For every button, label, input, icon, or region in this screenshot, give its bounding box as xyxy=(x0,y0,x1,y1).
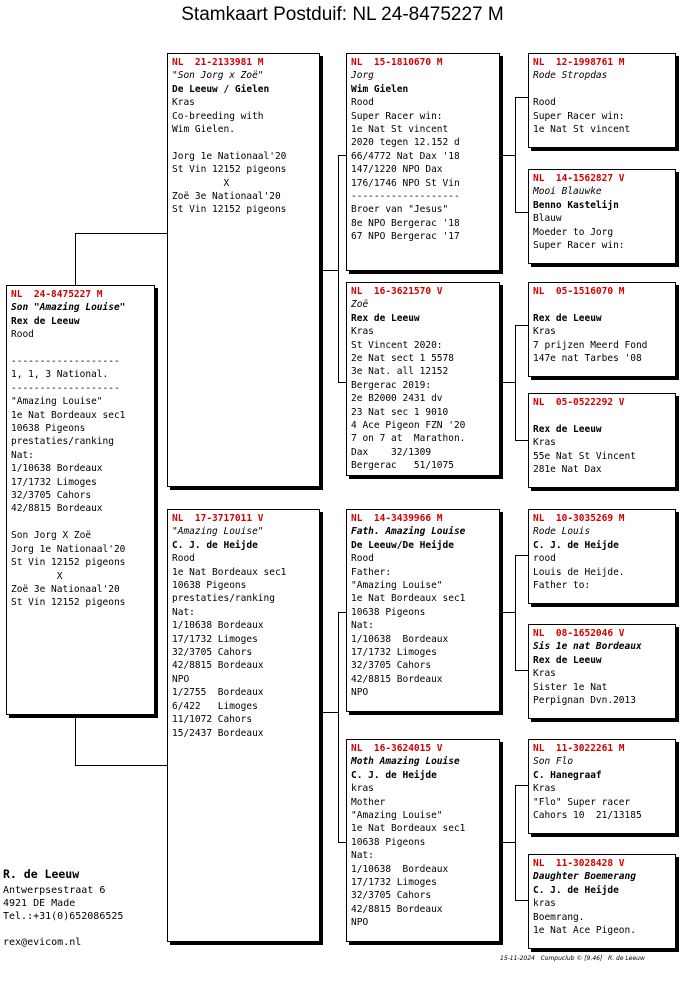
connector xyxy=(515,785,516,900)
card-line: 2020 tegen 12.152 d xyxy=(351,137,460,149)
card-line: C. J. de Heijde xyxy=(533,884,619,896)
card-line: 42/8815 Bordeaux xyxy=(351,903,443,915)
card-line: Bergerac 2019: xyxy=(351,379,432,391)
card-line: Rood xyxy=(172,553,195,565)
card-line: Son Jorg X Zoë xyxy=(11,530,92,542)
card-line: C. J. de Heijde xyxy=(351,769,437,781)
card-line: Nat: xyxy=(351,850,374,862)
card-line: 17/1732 Limoges xyxy=(11,476,97,488)
card-line: Nat: xyxy=(172,606,195,618)
ring-number: NL 15-1810670 M xyxy=(351,57,443,68)
ring-number: NL 08-1652046 V xyxy=(533,628,625,639)
card-line: 1e Nat Bordeaux sec1 xyxy=(351,823,466,835)
ring-number: NL 10-3035269 M xyxy=(533,513,625,524)
card-line: prestaties/ranking xyxy=(11,436,114,448)
connector xyxy=(515,555,516,670)
card-line: 1/10638 Bordeaux xyxy=(172,620,264,632)
card-line: 2e B2000 2431 dv xyxy=(351,393,443,405)
card-line: C. J. de Heijde xyxy=(172,539,258,551)
ring-number: NL 16-3624015 V xyxy=(351,743,443,754)
connector xyxy=(500,612,515,613)
card-line: Sister 1e Nat xyxy=(533,681,608,693)
card-line: 17/1732 Limoges xyxy=(351,877,437,889)
pigeon-card-subject xyxy=(6,285,155,715)
connector xyxy=(515,440,528,441)
card-line: "Amazing Louise" xyxy=(351,810,443,822)
connector xyxy=(338,612,346,613)
card-line: rood xyxy=(533,553,556,565)
connector xyxy=(515,785,528,786)
card-line: De Leeuw/De Heijde xyxy=(351,539,454,551)
card-line xyxy=(533,83,671,96)
card-line: Super Racer win: xyxy=(351,110,443,122)
pigeon-card-sire xyxy=(167,53,320,487)
card-line: 1, 1, 3 National. xyxy=(11,369,109,381)
card-line: NPO xyxy=(351,917,369,929)
pigeon-card-sire-dam-sire xyxy=(528,282,676,377)
card-line: Son "Amazing Louise" xyxy=(11,302,126,314)
card-line: Jorg xyxy=(351,70,374,82)
connector xyxy=(515,900,528,901)
card-line: 32/3705 Cahors xyxy=(351,660,432,672)
card-line: 4 Ace Pigeon FZN '20 xyxy=(351,420,466,432)
ring-number: NL 11-3022261 M xyxy=(533,743,625,754)
card-line: 1e Nat St vincent xyxy=(351,124,449,136)
card-line: "Flo" Super racer xyxy=(533,796,631,808)
pigeon-card-dam-dam xyxy=(346,739,500,942)
card-line: Co-breeding with xyxy=(172,110,264,122)
card-line: Rex de Leeuw xyxy=(533,654,602,666)
pigeon-card-dam-sire xyxy=(346,509,500,712)
card-line: Moeder to Jorg xyxy=(533,226,614,238)
ring-number: NL 16-3621570 V xyxy=(351,286,443,297)
card-line: 1e Nat Bordeaux sec1 xyxy=(11,409,126,421)
connector xyxy=(515,97,516,212)
connector xyxy=(515,555,528,556)
card-line: 1e Nat Ace Pigeon. xyxy=(533,925,636,937)
card-line: 2e Nat sect 1 5578 xyxy=(351,353,454,365)
card-line: kras xyxy=(351,783,374,795)
card-line: 10638 Pigeons xyxy=(351,836,426,848)
card-line: Blauw xyxy=(533,213,562,225)
card-line: Wim Gielen xyxy=(351,83,409,95)
card-line: Daughter Boemerang xyxy=(533,871,636,883)
card-line: "Son Jorg x Zoë" xyxy=(172,70,264,82)
owner-name: R. de Leeuw xyxy=(3,867,80,881)
card-line: Rode Stropdas xyxy=(533,70,608,82)
connector xyxy=(338,842,346,843)
card-line: C. Hanegraaf xyxy=(533,769,602,781)
card-line: St Vin 12152 pigeons xyxy=(11,557,126,569)
card-line xyxy=(11,342,150,355)
card-line: 147/1220 NPO Dax xyxy=(351,164,443,176)
card-line: 10638 Pigeons xyxy=(11,423,86,435)
card-line: 1/10638 Bordeaux xyxy=(351,863,449,875)
card-line: Cahors 10 21/13185 xyxy=(533,810,642,822)
pigeon-card-sire-sire-dam xyxy=(528,169,676,264)
card-line: Rood xyxy=(533,97,556,109)
card-line: Kras xyxy=(533,783,556,795)
connector xyxy=(515,325,528,326)
card-line xyxy=(172,136,315,149)
card-line: Fath. Amazing Louise xyxy=(351,526,466,538)
connector xyxy=(338,155,339,382)
card-line: Super Racer win: xyxy=(533,240,625,252)
card-line: Bergerac 51/1075 xyxy=(351,460,454,472)
card-line: Rood xyxy=(351,97,374,109)
pigeon-card-dam-dam-sire xyxy=(528,739,676,834)
card-line: Sis 1e nat Bordeaux xyxy=(533,641,642,653)
card-line: 15/2437 Bordeaux xyxy=(172,727,264,739)
pigeon-card-dam-sire-sire xyxy=(528,509,676,604)
card-line: 42/8815 Bordeaux xyxy=(172,660,264,672)
card-line: 42/8815 Bordeaux xyxy=(351,673,443,685)
card-line: Rode Louis xyxy=(533,526,591,538)
card-line: Rood xyxy=(351,553,374,565)
ring-number: NL 24-8475227 M xyxy=(11,289,103,300)
card-line: 32/3705 Cahors xyxy=(11,490,92,502)
owner-phone: Tel.:+31(0)652086525 xyxy=(3,911,124,922)
pigeon-card-sire-dam-dam xyxy=(528,393,676,488)
card-line: Kras xyxy=(172,97,195,109)
card-line: 1e Nat Bordeaux sec1 xyxy=(172,566,287,578)
card-line: St Vin 12152 pigeons xyxy=(11,597,126,609)
card-line: Mooi Blauwke xyxy=(533,186,602,198)
card-line: 7 on 7 at Marathon. xyxy=(351,433,466,445)
card-line: 1/2755 Bordeaux xyxy=(172,687,264,699)
card-line: 1/10638 Bordeaux xyxy=(11,463,103,475)
card-line: Moth Amazing Louise xyxy=(351,756,460,768)
card-line: Father to: xyxy=(533,580,591,592)
connector xyxy=(338,382,346,383)
card-line: Zoë 3e Nationaal'20 xyxy=(172,191,281,203)
ring-number: NL 05-0522292 V xyxy=(533,397,625,408)
card-line: Kras xyxy=(533,668,556,680)
card-line: Nat: xyxy=(351,620,374,632)
card-line: 3e Nat. all 12152 xyxy=(351,366,449,378)
card-line: De Leeuw / Gielen xyxy=(172,83,270,95)
card-line: "Amazing Louise" xyxy=(11,396,103,408)
card-line: 281e Nat Dax xyxy=(533,464,602,476)
connector xyxy=(338,155,346,156)
pigeon-card-dam-sire-dam xyxy=(528,624,676,719)
card-line: Jorg 1e Nationaal'20 xyxy=(172,150,287,162)
connector xyxy=(75,233,76,285)
card-line: "Amazing Louise" xyxy=(351,580,443,592)
card-line: 6/422 Limoges xyxy=(172,700,258,712)
card-line: 17/1732 Limoges xyxy=(172,633,258,645)
card-line: Zoë 3e Nationaal'20 xyxy=(11,583,120,595)
ring-number: NL 14-1562827 V xyxy=(533,173,625,184)
card-line: Zoë xyxy=(351,299,369,311)
connector xyxy=(500,382,515,383)
card-line: 1e Nat St vincent xyxy=(533,124,631,136)
card-line: 7 prijzen Meerd Fond xyxy=(533,339,648,351)
card-line: 67 NPO Bergerac '17 xyxy=(351,231,460,243)
card-line: NPO xyxy=(172,673,190,685)
card-line: Rood xyxy=(11,329,34,341)
card-line: Broer van "Jesus" xyxy=(351,204,449,216)
card-line: 8e NPO Bergerac '18 xyxy=(351,217,460,229)
card-line: Benno Kastelijn xyxy=(533,199,619,211)
card-line: Nat: xyxy=(11,449,34,461)
owner-info xyxy=(3,868,123,949)
pigeon-card-sire-dam xyxy=(346,282,500,476)
card-line: Jorg 1e Nationaal'20 xyxy=(11,543,126,555)
card-line xyxy=(533,409,671,422)
card-line: Father: xyxy=(351,566,392,578)
card-line: "Amazing Louise" xyxy=(172,526,264,538)
pigeon-card-dam-dam-dam xyxy=(528,854,676,949)
connector xyxy=(515,325,516,440)
card-line: 23 Nat sec 1 9010 xyxy=(351,406,449,418)
owner-street: Antwerpsestraat 6 xyxy=(3,885,106,896)
card-line: X xyxy=(11,570,63,582)
connector xyxy=(75,765,167,766)
ring-number: NL 14-3439966 M xyxy=(351,513,443,524)
card-line: NPO xyxy=(351,687,369,699)
card-line: 1/10638 Bordeaux xyxy=(351,633,449,645)
card-line: 17/1732 Limoges xyxy=(351,647,437,659)
footer-credits: 15-11-2024 Compuclub © [9.46] R. de Leeuw xyxy=(500,955,645,962)
card-line: ------------------- xyxy=(11,382,120,394)
card-line: Rex de Leeuw xyxy=(533,423,602,435)
pigeon-card-dam xyxy=(167,509,320,942)
owner-city: 4921 DE Made xyxy=(3,898,76,909)
card-line: 55e Nat St Vincent xyxy=(533,450,636,462)
card-line: X xyxy=(172,177,230,189)
connector xyxy=(515,212,528,213)
card-line: Son Flo xyxy=(533,756,574,768)
card-line xyxy=(533,298,671,311)
card-line: kras xyxy=(533,898,556,910)
card-line: 32/3705 Cahors xyxy=(351,890,432,902)
connector xyxy=(75,233,167,234)
card-line: 11/1072 Cahors xyxy=(172,714,253,726)
card-line: 42/8815 Bordeaux xyxy=(11,503,103,515)
pigeon-card-sire-sire-sire xyxy=(528,53,676,148)
card-line: 66/4772 Nat Dax '18 xyxy=(351,150,460,162)
connector xyxy=(338,612,339,842)
ring-number: NL 12-1998761 M xyxy=(533,57,625,68)
connector xyxy=(500,842,515,843)
connector xyxy=(75,715,76,765)
connector xyxy=(515,670,528,671)
owner-email: rex@evicom.nl xyxy=(3,937,82,948)
card-line: 10638 Pigeons xyxy=(351,606,426,618)
card-line: Super Racer win: xyxy=(533,110,625,122)
card-line: St Vincent 2020: xyxy=(351,339,443,351)
card-line: 176/1746 NPO St Vin xyxy=(351,177,460,189)
card-line: St Vin 12152 pigeons xyxy=(172,204,287,216)
card-line: Rex de Leeuw xyxy=(533,312,602,324)
ring-number: NL 05-1516070 M xyxy=(533,286,625,297)
card-line: 10638 Pigeons xyxy=(172,580,247,592)
ring-number: NL 21-2133981 M xyxy=(172,57,264,68)
card-line: Kras xyxy=(533,437,556,449)
connector xyxy=(320,712,338,713)
card-line: Perpignan Dvn.2013 xyxy=(533,695,636,707)
card-line: St Vin 12152 pigeons xyxy=(172,164,287,176)
card-line xyxy=(11,516,150,529)
card-line: 147e nat Tarbes '08 xyxy=(533,353,642,365)
connector xyxy=(320,270,338,271)
card-line: prestaties/ranking xyxy=(172,593,275,605)
card-line: C. J. de Heijde xyxy=(533,539,619,551)
card-line: ------------------- xyxy=(11,356,120,368)
ring-number: NL 17-3717011 V xyxy=(172,513,264,524)
connector xyxy=(500,155,515,156)
card-line: Boemrang. xyxy=(533,911,585,923)
page-title: Stamkaart Postduif: NL 24-8475227 M xyxy=(181,4,504,25)
card-line: Kras xyxy=(351,326,374,338)
ring-number: NL 11-3028428 V xyxy=(533,858,625,869)
connector xyxy=(515,97,528,98)
card-line: Wim Gielen. xyxy=(172,124,235,136)
card-line: Dax 32/1309 xyxy=(351,446,432,458)
card-line: Rex de Leeuw xyxy=(11,315,80,327)
card-line: Rex de Leeuw xyxy=(351,312,420,324)
card-line: Mother xyxy=(351,796,386,808)
card-line: 1e Nat Bordeaux sec1 xyxy=(351,593,466,605)
card-line: Kras xyxy=(533,326,556,338)
card-line: 32/3705 Cahors xyxy=(172,647,253,659)
card-line: Louis de Heijde. xyxy=(533,566,625,578)
card-line: ------------------- xyxy=(351,191,460,203)
pigeon-card-sire-sire xyxy=(346,53,500,271)
